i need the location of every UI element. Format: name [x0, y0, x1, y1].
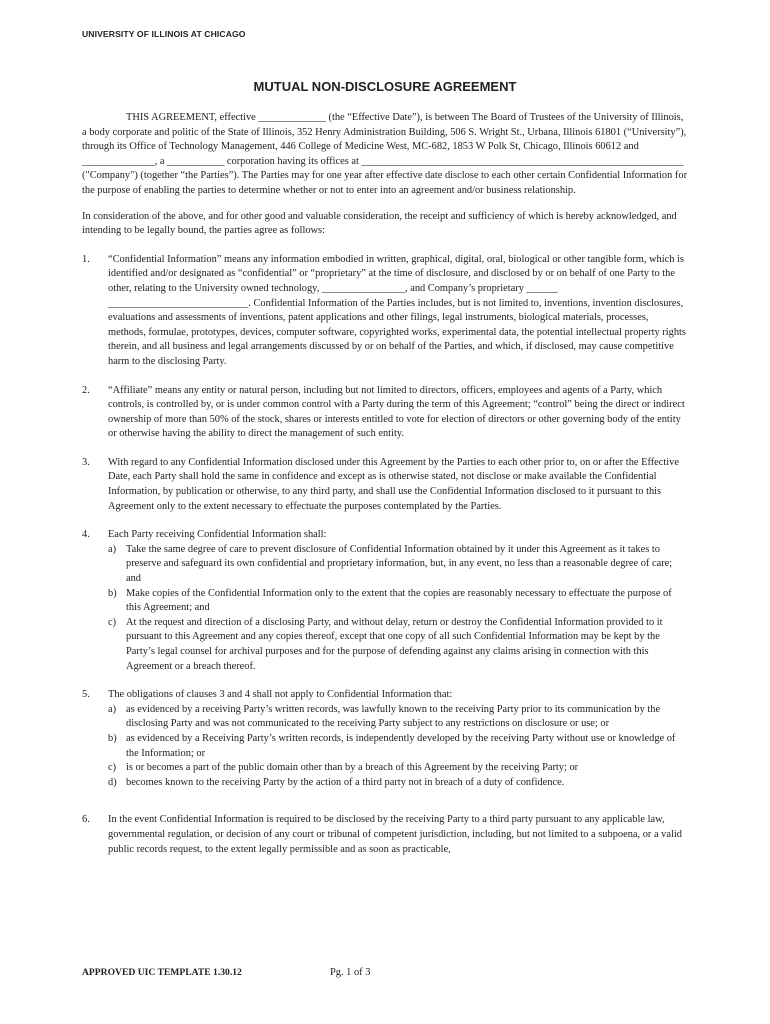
clause-number: 5. — [82, 689, 90, 701]
clause-number: 1. — [82, 253, 90, 265]
clause-text: “Confidential Information” means any information embodied in written, graphical, digital, oral, biological or other tangible form, which is identified and/or designated as “confidential” or “proprietary” at the time of disclosure, and disclosed by or on behalf of one Party to the other, relating to the University owned technology, ________________, and Company’s proprietary ______ ___________________________. Confidential Information of the Parties includes, but is not limited to, inventions, invention disclosures, evaluations and assessments of inventions, patent applications and other filings, legal instruments, biological materials, processes, methods, formulae, prototypes, devices, computer software, copyrighted works, experimental data, the potential intellectual property rights therein, and all business and legal arrangements discussed by or on behalf of the Parties, and which, if disclosed, may cause competitive harm to the disclosing Party. — [108, 253, 686, 367]
template-version: APPROVED UIC TEMPLATE 1.30.12 — [82, 967, 242, 978]
item-text: becomes known to the receiving Party by the action of a third party not in breach of a duty of confidence. — [126, 776, 565, 788]
item-text: Take the same degree of care to prevent disclosure of Confidential Information obtained by it under this Agreement as it takes to preserve and safeguard its own confidential and proprietary information, but, in any event, no less than a reasonable degree of care; and — [126, 543, 673, 585]
clause-number: 6. — [82, 814, 90, 826]
list-item — [108, 587, 688, 616]
clause-5-items — [108, 703, 688, 791]
list-item — [108, 616, 688, 674]
clause-text: In the event Confidential Information is required to be disclosed by the receiving Party to a third party pursuant to any applicable law, governmental regulation, or decision of any court or tribunal of competent jurisdiction, including, but not limited to a subpoena, or a valid public records request, to the extent legally permissible and as soon as practicable, — [108, 814, 682, 855]
clause-text: With regard to any Confidential Information disclosed under this Agreement by the Parties to each other prior to, on or after the Effective Date, each Party shall hold the same in confidence and except as is otherwise stated, not disclose or make available the Confidential Information, by publication or otherwise, to any third party, and shall use the Confidential Information disclosed to it pursuant to this Agreement only to the extent necessary to effectuate the purposes contemplated by the Parties. — [108, 456, 679, 512]
item-text: as evidenced by a Receiving Party’s written records, is independently developed by the receiving Party without use or knowledge of the Information; or — [126, 732, 676, 759]
item-letter: b) — [108, 587, 117, 599]
list-item — [108, 732, 688, 761]
clause-4-items — [108, 543, 688, 674]
clause-number: 2. — [82, 384, 90, 396]
clause-1 — [82, 253, 688, 370]
clause-6 — [82, 813, 688, 857]
clause-text: The obligations of clauses 3 and 4 shall not apply to Confidential Information that: — [108, 689, 453, 701]
clause-number: 4. — [82, 529, 90, 541]
item-letter: c) — [108, 616, 117, 628]
item-letter: d) — [108, 776, 117, 788]
list-item — [108, 703, 688, 732]
page-number: Pg. 1 of 3 — [330, 967, 371, 978]
item-text: Make copies of the Confidential Information only to the extent that the copies are reasonably necessary to effectuate the purpose of this Agreement; and — [126, 587, 672, 614]
page-footer — [82, 967, 371, 978]
clause-text: Each Party receiving Confidential Information shall: — [108, 529, 327, 541]
list-item — [108, 761, 688, 776]
list-item — [108, 543, 688, 587]
item-letter: a) — [108, 703, 117, 715]
item-letter: a) — [108, 543, 117, 555]
document-body — [82, 111, 688, 857]
page-title: MUTUAL NON-DISCLOSURE AGREEMENT — [253, 79, 517, 94]
clause-text: “Affiliate” means any entity or natural person, including but not limited to directors, officers, employees and agents of a Party, which controls, is controlled by, or is under common control with a Party during the term of this Agreement; “control” being the direct or indirect ownership of more than 50% of the stock, shares or interests entitled to vote for election of directors or other governing body of the entity or otherwise having the ability to direct the management of such entity. — [108, 384, 685, 440]
clause-4 — [82, 528, 688, 674]
item-letter: c) — [108, 762, 117, 774]
item-text: At the request and direction of a disclosing Party, and without delay, return or destroy the Confidential Information provided to it pursuant to this Agreement and any copies thereof, except that one copy of all such Confidential Information may be kept by the Party’s legal counsel for archival purposes and for the purpose of defending against any claims arising in connection with this Agreement or a breach thereof. — [126, 616, 663, 672]
item-text: as evidenced by a receiving Party’s written records, was lawfully known to the receiving Party prior to its communication by the disclosing Party and was not communicated to the receiving Party subject to any restrictions on disclosure or use; or — [126, 703, 661, 730]
clause-number: 3. — [82, 456, 90, 468]
clause-5 — [82, 688, 688, 790]
consideration-paragraph: In consideration of the above, and for other good and valuable consideration, the receipt and sufficiency of which is hereby acknowledged, and intending to be legally bound, the parties agree as follows: — [82, 210, 677, 237]
clause-2 — [82, 384, 688, 442]
clause-3 — [82, 456, 688, 514]
header-organization: UNIVERSITY OF ILLINOIS AT CHICAGO — [82, 29, 246, 39]
list-item — [108, 776, 688, 791]
item-letter: b) — [108, 732, 117, 744]
intro-paragraph: THIS AGREEMENT, effective _____________ (the “Effective Date”), is between The Board of Trustees of the University of Illinois, a body corporate and politic of the State of Illinois, 352 Henry Administration Building, 506 S. Wright St., Urbana, Illinois 61801 (“University”), through its Office of Technology Management, 446 College of Medicine West, MC-682, 1853 W Polk St, Chicago, Illinois 60612 and ______________, a ___________ corporation having its offices at ______________________________________________________________ ("Company") (together “the Parties”). The Parties may for one year after effective date disclose to each other certain Confidential Information for the purpose of enabling the parties to determine whether or not to enter into an agreement and/or business relationship. — [82, 112, 688, 196]
item-text: is or becomes a part of the public domain other than by a breach of this Agreement by the receiving Party; or — [126, 762, 579, 774]
